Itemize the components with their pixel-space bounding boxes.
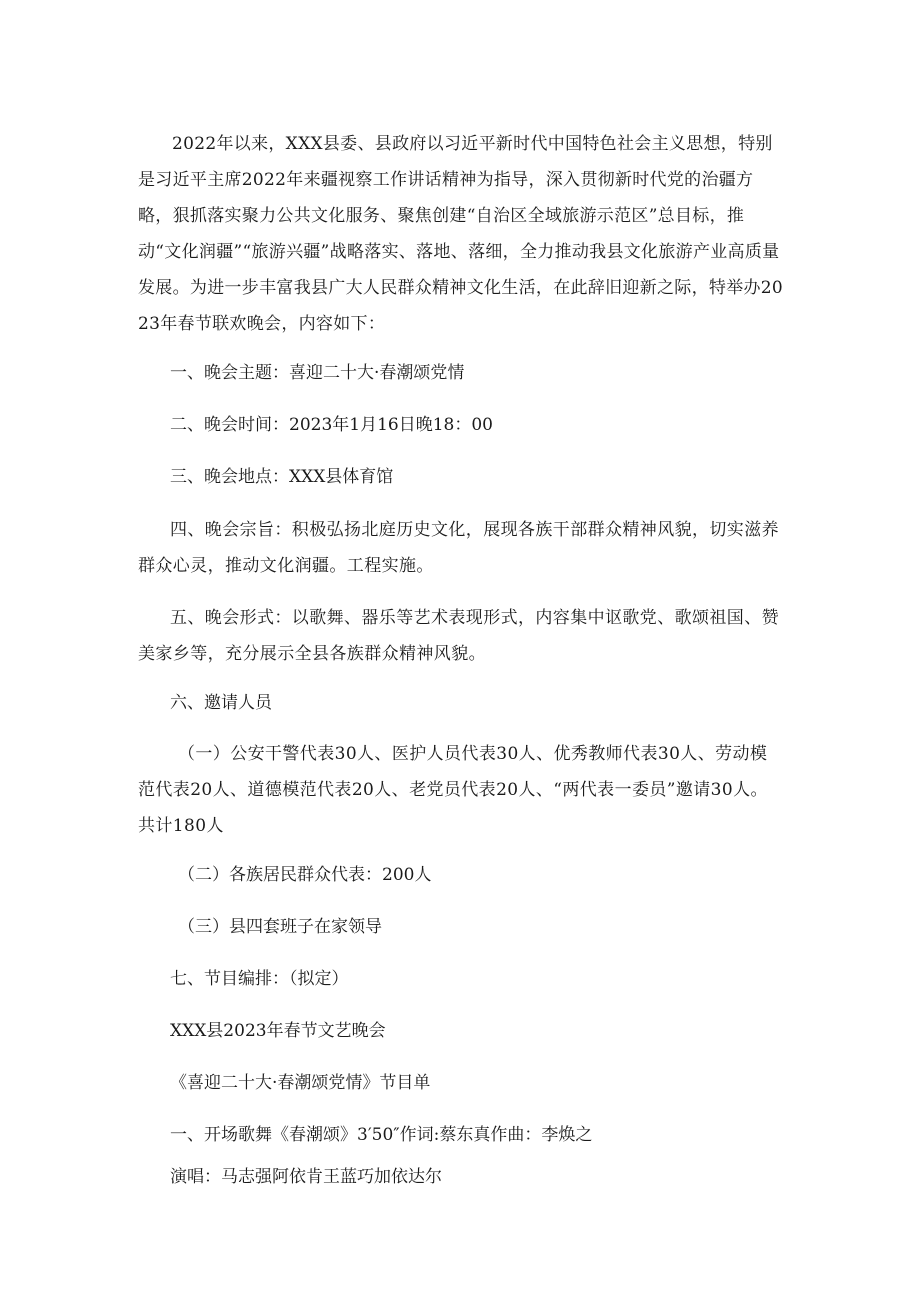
item-form: 五、晚会形式：以歌舞、器乐等艺术表现形式，内容集中讴歌党、歌颂祖国、赞美家乡等，充分展示全县各族群众精神风貌。: [138, 608, 779, 664]
item-program-title: 七、节目编排：（拟定）: [170, 969, 349, 989]
item-invite-title: 六、邀请人员: [170, 693, 272, 713]
item-invite-1: （一）公安干警代表30人、医护人员代表30人、优秀教师代表30人、劳动模范代表20人、道德模范代表20人、老党员代表20人、“两代表一委员”邀请30人。共计180人: [138, 744, 768, 836]
item-invite-3: （三）县四套班子在家领导: [178, 917, 382, 937]
intro-paragraph: 2022年以来，XXX县委、县政府以习近平新时代中国特色社会主义思想，特别是习近平主席2022年来疆视察工作讲话精神为指导，深入贯彻新时代党的治疆方略，狠抓落实聚力公共文化服务、聚焦创建“自治区全域旅游示范区”总目标，推动“文化润疆”“旅游兴疆”战略落实、落地、落细，全力推动我县文化旅游产业高质量发展。为进一步丰富我县广大人民群众精神文化生活，在此辞旧迎新之际，特举办2023年春节联欢晚会，内容如下：: [138, 134, 784, 334]
program-list-title: 《喜迎二十大·春潮颂党情》节目单: [170, 1073, 431, 1093]
item-invite-2: （二）各族居民群众代表：200人: [178, 865, 432, 885]
item-place: 三、晚会地点：XXX县体育馆: [170, 467, 394, 487]
program-item-1-singers: 演唱：马志强阿依肯王蓝巧加依达尔: [170, 1167, 442, 1187]
item-theme: 一、晚会主题：喜迎二十大·春潮颂党情: [170, 363, 465, 383]
item-purpose: 四、晚会宗旨：积极弘扬北庭历史文化，展现各族干部群众精神风貌，切实滋养群众心灵，推动文化润疆。工程实施。: [138, 520, 779, 576]
item-time: 二、晚会时间：2023年1月16日晚18：00: [170, 415, 493, 435]
program-item-1: 一、开场歌舞《春潮颂》3′50″作词:蔡东真作曲：李焕之: [170, 1125, 593, 1145]
gala-name: XXX县2023年春节文艺晚会: [170, 1021, 386, 1041]
